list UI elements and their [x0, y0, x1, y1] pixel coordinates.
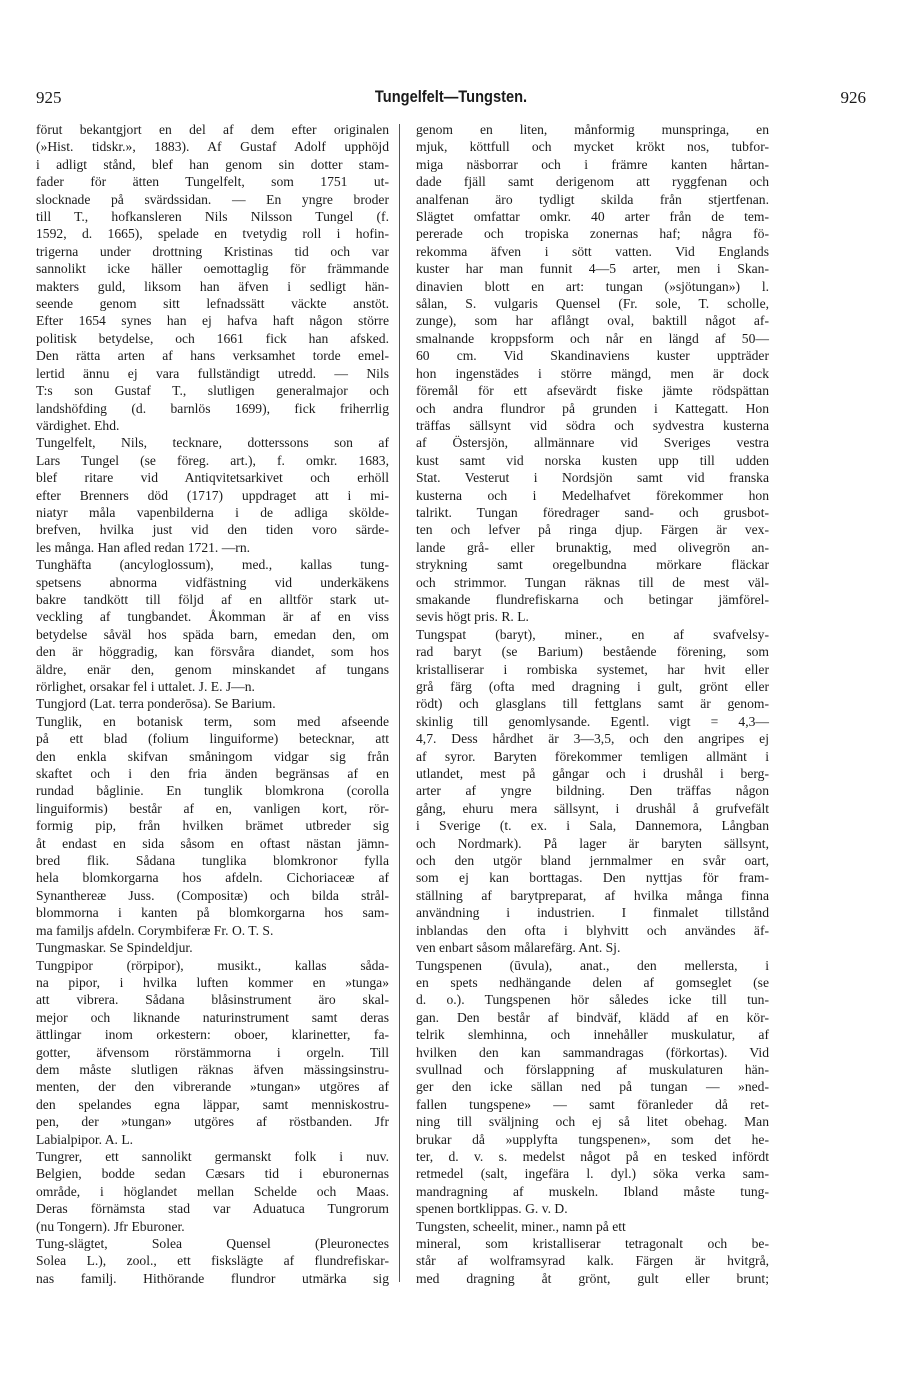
text-line: d. o.). Tungspenen hör således icke till tun-: [416, 992, 769, 1008]
text-line: och strimmor. Tungan räknas till de mest väl-: [416, 574, 769, 590]
text-line: talrikt. Tungan föredrager sand- och grusbot-: [416, 504, 769, 520]
text-line: smalnande kroppsform och når en längd af 50—: [416, 330, 769, 346]
running-title: Tungelfelt—Tungsten.: [374, 87, 528, 106]
text-line: rödt) och glasglans till fettglans samt är genom-: [416, 696, 769, 712]
text-line: sålan, S. vulgaris Quensel (Fr. sole, T. scholle,: [416, 296, 769, 312]
text-line: gång, ehuru mera sällsynt, i drushål å grufvefält: [416, 800, 769, 816]
text-line: les många. Han afled redan 1721. —rn.: [36, 539, 251, 555]
text-line: menten, der den vibrerande »tungan» utgöres af: [36, 1079, 389, 1095]
right-column: [416, 121, 769, 1287]
text-line: Tungmaskar. Se Spindeldjur.: [36, 940, 193, 956]
text-line: dem måste slutligen räknas äfven mässingsinstru-: [36, 1061, 389, 1077]
text-line: 1592, d. 1665), spelade en tvetydig roll i hofin-: [36, 226, 389, 242]
text-line: Tungspat (baryt), miner., en af svafvelsy-: [416, 626, 769, 642]
text-line: brefven, hvilka just vid den tiden voro särde-: [36, 522, 389, 538]
text-line: åt endast en sida såsom en oftast nästan jämn-: [36, 835, 389, 851]
text-line: föremål för ett afsevärdt fiske jämte rödspättan: [416, 383, 769, 399]
text-line: (»Hist. tidskr.», 1883). Af Gustaf Adolf upphöjd: [36, 139, 389, 155]
text-line: mjuk, köttfull och mycket krökt nos, tubfor-: [416, 139, 769, 155]
left-column: [36, 121, 389, 1287]
text-line: den är höggradig, kan försvåra diandet, som hos: [36, 644, 389, 660]
text-line: Tungsten, scheelit, miner., namn på ett: [416, 1218, 626, 1234]
text-line: bakre tandkött till följd af en alltför stark ut-: [36, 591, 389, 607]
text-line: inblandas den ofta i blyhvitt och användes äf-: [416, 922, 769, 938]
text-line: Synanthereæ Juss. (Compositæ) och bilda strål-: [36, 887, 389, 903]
text-line: nas familj. Hithörande flundror utmärka sig: [36, 1270, 389, 1286]
text-line: rundad båglinie. En tunglik blomkrona (corolla: [36, 783, 389, 799]
text-line: bred flik. Sådana tunglika blomkronor fylla: [36, 853, 389, 869]
text-line: dinavien blott en art: tungan (»sjötungan») l.: [416, 278, 769, 294]
text-line: makters guld, liksom han äfven i sedligt hän-: [36, 278, 389, 294]
text-line: rekomma äfven i sött vatten. Vid Englands: [416, 243, 769, 259]
text-line: sevis högt pris. R. L.: [416, 609, 529, 625]
text-line: efter Brenners död (1717) uppdraget att i mi-: [36, 487, 389, 503]
text-line: att vibrera. Sådana blåsinstrument äro skal-: [36, 992, 389, 1008]
text-line: Efter 1654 synes han ej hafva haft någon större: [36, 313, 389, 329]
text-line: Lars Tungel (se föreg. art.), f. omkr. 1683,: [36, 452, 389, 468]
text-line: den enkla skifvan småningom vidgar sig från: [36, 748, 389, 764]
text-line: område, i höglandet mellan Schelde och Maas.: [36, 1183, 389, 1199]
text-line: med dragning åt grönt, gult eller brunt;: [416, 1270, 769, 1286]
text-line: Tungpipor (rörpipor), musikt., kallas såda-: [36, 957, 389, 973]
text-line: smakande flundrefiskarna och betingar jämförel-: [416, 591, 769, 607]
text-line: ter, d. v. s. medelst något på en tesked infördt: [416, 1148, 769, 1164]
text-line: sannolikt icke häller oemottaglig för främmande: [36, 261, 389, 277]
text-line: ten och lefver på ringa djup. Färgen är vex-: [416, 522, 769, 538]
text-line: formig pip, från hvilken brämet utbreder sig: [36, 818, 389, 834]
page-number-left: 925: [36, 88, 62, 107]
text-line: mejor och liknande naturinstrument samt deras: [36, 1009, 389, 1025]
text-line: brukar då »upplyfta tungspenen», som det he-: [416, 1131, 769, 1147]
text-line: Tung-slägtet, Solea Quensel (Pleuronectes: [36, 1236, 389, 1251]
text-line: Deras förnämsta stad var Aduatuca Tungrorum: [36, 1201, 389, 1217]
text-line: spetsens abnorma vidfästning vid underkäkens: [36, 574, 389, 590]
text-line: ven enbart såsom målarefärg. Ant. Sj.: [416, 940, 621, 956]
text-line: och andra flundror på grunden i Kattegatt. Hon: [416, 400, 769, 416]
text-line: Labialpipor. A. L.: [36, 1131, 134, 1147]
column-divider: [399, 124, 400, 1282]
text-line: na pipor, i hvilka luften kommer en »tunga»: [36, 974, 389, 990]
text-line: kristalliserar i rombiska systemet, har hvit eller: [416, 661, 769, 677]
text-line: 60 cm. Vid Skandinaviens kuster uppträder: [416, 348, 769, 364]
text-line: svullnad och förslappning af muskulaturen hän-: [416, 1061, 769, 1077]
text-line: mandragning af muskeln. Ibland måste tung-: [416, 1183, 769, 1199]
text-line: ättlingar inom orkestern: oboer, klarinetter, fa-: [36, 1027, 389, 1043]
text-line: miga näsborrar och i främre kanten hårtan-: [416, 156, 769, 172]
text-line: hvilken den kan sammandragas (förkortas). Vid: [416, 1044, 769, 1060]
text-line: af Östersjön, allmännare vid Sveriges vestra: [416, 435, 769, 451]
text-line: Solea L.), zool., ett fiskslägte af flundrefiskar-: [36, 1253, 389, 1269]
text-line: gan. Den består af bindväf, klädd af en kör-: [416, 1009, 769, 1025]
text-line: i adligt stånd, blef han genom sin dotter stam-: [36, 156, 389, 172]
text-line: på ett blad (folium linguiforme) betecknar, att: [36, 731, 389, 747]
text-line: fader för ätten Tungelfelt, som 1751 ut-: [36, 174, 389, 190]
text-line: telrik slemhinna, och innehåller muskulatur, af: [416, 1027, 769, 1043]
text-line: strykning samt oregelbundna mörkare fläckar: [416, 557, 769, 573]
text-line: i Sverige (t. ex. i Sala, Dannemora, Långban: [416, 818, 769, 834]
text-line: skaftet och i den fria änden begränsas af en: [36, 766, 389, 782]
text-line: niatyr måla vapenbilderna i de adliga sköldе-: [36, 504, 389, 520]
text-line: kust samt vid norska kusten upp till udden: [416, 452, 769, 468]
text-line: lande grå- eller brunaktig, med olivegrön an-: [416, 539, 769, 555]
text-line: linguiformis) består af en, vanligen kort, rör-: [36, 800, 389, 816]
text-line: Tungrer, ett sannolikt germanskt folk i nuv.: [36, 1148, 389, 1164]
text-line: ma familjs afdeln. Corymbiferæ Fr. O. T. S.: [36, 922, 274, 938]
running-header: [36, 88, 866, 112]
text-line: Tunglik, en botanisk term, som med afseende: [36, 713, 389, 729]
text-line: gotter, äfvensom rörstämmorna i orgeln. Till: [36, 1044, 389, 1060]
text-line: till T., hofkansleren Nils Nilsson Tungel (f.: [36, 209, 389, 225]
text-line: blommorna i kanten på blomkorgarna hos sam-: [36, 905, 389, 921]
text-line: den spelandes egna läppar, samt menniskostru-: [36, 1096, 389, 1112]
text-line: rörlighet, orsakar fel i uttalet. J. E. J—n.: [36, 679, 255, 694]
text-line: af syror. Baryten förekommer temligen allmänt i: [416, 748, 769, 764]
text-line: retmedel (salt, ingefära l. dyl.) söka verka sam-: [416, 1166, 769, 1182]
text-line: betydelse såväl hos späda barn, emedan den, om: [36, 626, 389, 642]
page-number-right: 926: [840, 88, 866, 107]
text-line: veckling af tungbandet. Åkomman är af en viss: [36, 609, 389, 625]
text-line: träffas sällsynt vid södra och sydvestra kusterna: [416, 417, 769, 433]
text-line: blef ritare vid Antiqvitetsarkivet och erhöll: [36, 470, 389, 486]
text-line: Stat. Vesterut i Nordsjön samt vid franska: [416, 470, 769, 486]
text-line: rad baryt (se Barium) bestående förening, som: [416, 644, 769, 660]
text-line: slocknade på svärdssidan. — En yngre broder: [36, 191, 389, 207]
text-line: pen, der »tungan» utgöres af röstbanden. Jfr: [36, 1114, 389, 1130]
text-line: Tungelfelt, Nils, tecknare, dotterssons son af: [36, 435, 389, 451]
text-line: och den utgör bland jernmalmer en svår oart,: [416, 853, 769, 869]
text-line: skinlig till genomlysande. Egentl. vigt = 4,3—: [416, 713, 769, 729]
text-line: utlandet, mest på gångar och i drushål i berg-: [416, 766, 769, 782]
text-line: dade fjäll samt derigenom att ryggfenan och: [416, 174, 769, 190]
text-line: analfenan äro tydligt skilda från stjertfenan.: [416, 191, 769, 207]
text-line: (nu Tongern). Jfr Eburoner.: [36, 1218, 185, 1234]
text-line: hon ingenstädes i större mängd, men är dock: [416, 365, 769, 381]
text-line: Tungspenen (ūvula), anat., den mellersta, i: [416, 957, 769, 973]
text-line: lertid ännu ej vara fullständigt utredd. — Nils: [36, 365, 389, 381]
text-line: en spets nedhängande delen af gomseglet (se: [416, 974, 769, 990]
text-line: arter af yngre bildning. Den träffas någon: [416, 783, 769, 799]
text-line: ställning af barytpreparat, af hvilka många finna: [416, 887, 769, 903]
text-line: genom en liten, månformig munspringa, en: [416, 122, 769, 137]
text-line: äldre, enär den, genom minskandet af tungans: [36, 661, 389, 677]
text-line: ning till sväljning och ej så litet obehag. Man: [416, 1114, 769, 1130]
text-line: förut bekantgjort en del af dem efter originalen: [36, 122, 389, 137]
text-line: kuster har man funnit 4—5 arter, men i Skan-: [416, 261, 769, 277]
text-line: står af wolframsyrad kalk. Färgen är hvitgrå,: [416, 1253, 769, 1269]
text-line: grå färg (ofta med dragning i gult, grönt eller: [416, 679, 769, 694]
text-line: spenen bortklippas. G. v. D.: [416, 1201, 568, 1217]
text-line: som ej kan borttagas. Den nyttjas för fram-: [416, 870, 769, 886]
text-line: Den rätta arten af hans verksamhet torde emel-: [36, 348, 389, 364]
text-line: ger den icke sällan ned på tungan — »ned-: [416, 1079, 769, 1095]
text-line: Tungjord (Lat. terra ponderōsa). Se Barium.: [36, 696, 276, 712]
text-line: fallen tungspene» — samt föranleder då ret-: [416, 1096, 769, 1112]
text-line: kusterna och i Medelhafvet förekommer hon: [416, 487, 769, 503]
text-line: landshöfding (d. barnlös 1699), fick friherrlig: [36, 400, 389, 416]
text-line: Tunghäfta (ancyloglossum), med., kallas tung-: [36, 557, 389, 573]
text-line: mineral, som kristalliserar tetragonalt och be-: [416, 1236, 769, 1251]
text-line: Slägtet omfattar omkr. 40 arter från de tem-: [416, 209, 769, 225]
text-line: hela blomkorgarna hos afdeln. Cichoriaceæ af: [36, 870, 389, 886]
text-line: värdighet. Ehd.: [36, 417, 120, 433]
text-line: seende genom sitt lefnadssätt väckte anstöt.: [36, 296, 389, 312]
text-line: trigerna under drottning Kristinas tid och var: [36, 243, 389, 259]
text-line: 4,7. Dess hårdhet är 3—3,5, och den angripes ej: [416, 731, 769, 747]
text-line: T:s son Gustaf T., slutligen generalmajor och: [36, 383, 389, 399]
text-line: zunge), som har aflångt oval, baktill något af-: [416, 313, 769, 329]
text-line: och Nordmark). På lager är baryten sällsynt,: [416, 835, 769, 851]
text-line: användning i industrien. I finmalet tillstånd: [416, 905, 769, 921]
text-line: pererade och tropiska zonernas haf; några fö-: [416, 226, 769, 242]
text-line: Belgien, bodde sedan Cæsars tid i eburonernas: [36, 1166, 389, 1182]
text-line: politisk betydelse, och 1661 fick han afsked.: [36, 330, 389, 346]
